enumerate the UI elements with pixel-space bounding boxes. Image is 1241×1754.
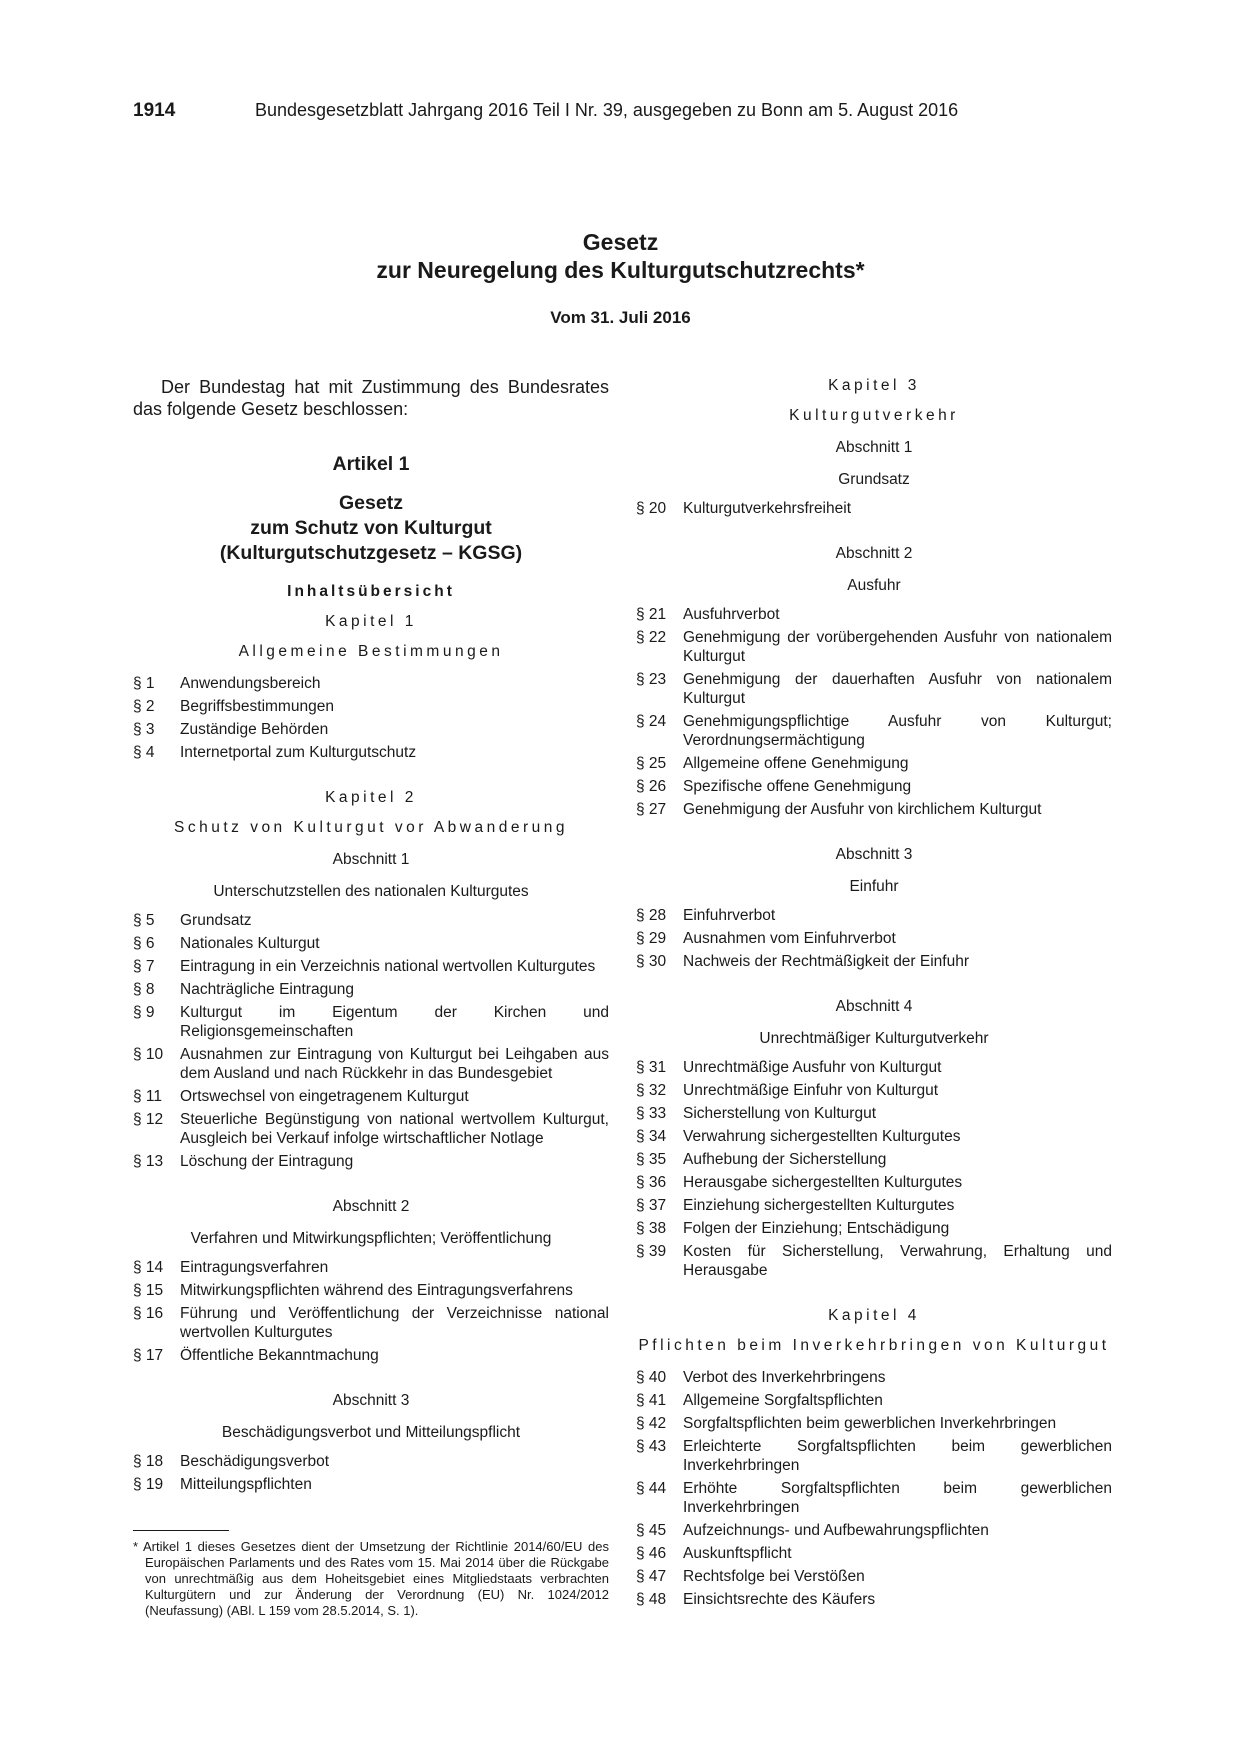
section-title: Herausgabe sichergestellten Kulturgutes xyxy=(683,1174,963,1191)
toc-entry xyxy=(133,1110,609,1148)
section-number: § 9 xyxy=(133,1004,155,1021)
toc-list xyxy=(133,1452,609,1494)
section-number: § 7 xyxy=(133,958,155,975)
footnote-text: * Artikel 1 dieses Gesetzes dient der Umsetzung der Richtlinie 2014/60/EU des Europäischen Parlaments und des Rates vom 15. Mai 2014 über die Rückgabe von unrechtmäßig aus dem Hoheitsgebiet eines Mitgliedstaats verbrachten Kulturgütern und zur Änderung der Verordnung (EU) Nr. 1024/2012 (Neufassung) (ABl. L 159 vom 28.5.2014, S. 1). xyxy=(133,1539,609,1618)
section-title: Mitteilungspflichten xyxy=(180,1476,312,1493)
kgsg-title-line1: Gesetz xyxy=(339,492,403,514)
toc-entry xyxy=(133,980,609,999)
toc-entry xyxy=(636,1242,1112,1280)
section-number: § 32 xyxy=(636,1082,667,1099)
section-title: Genehmigung der Ausfuhr von kirchlichem Kulturgut xyxy=(683,801,1042,818)
toc-entry xyxy=(636,1437,1112,1475)
section-title: Kulturgutverkehrsfreiheit xyxy=(683,500,851,517)
section-heading: Abschnitt 3 xyxy=(835,846,913,863)
section-title: Erleichterte Sorgfaltspflichten beim gewerblichen Inverkehrbringen xyxy=(683,1438,1112,1474)
toc-entry xyxy=(133,697,609,716)
section-number: § 41 xyxy=(636,1392,667,1409)
section-name: Ausfuhr xyxy=(847,577,901,594)
section-title: Ausfuhrverbot xyxy=(683,606,780,623)
section-number: § 13 xyxy=(133,1153,164,1170)
section-title: Unrechtmäßige Einfuhr von Kulturgut xyxy=(683,1082,939,1099)
section-number: § 36 xyxy=(636,1174,667,1191)
section-number: § 3 xyxy=(133,721,155,738)
section-heading: Abschnitt 1 xyxy=(332,851,410,868)
section-number: § 40 xyxy=(636,1369,667,1386)
section-heading: Abschnitt 2 xyxy=(332,1198,410,1215)
toc-entry xyxy=(133,911,609,930)
section-number: § 35 xyxy=(636,1151,667,1168)
section-title: Begriffsbestimmungen xyxy=(180,698,334,715)
chapter-heading: Kapitel 1 xyxy=(325,613,417,630)
toc-entry xyxy=(636,1368,1112,1387)
section-number: § 24 xyxy=(636,713,667,730)
toc-list xyxy=(133,1258,609,1365)
toc-list xyxy=(636,906,1112,971)
section-heading: Abschnitt 3 xyxy=(332,1392,410,1409)
section-title: Allgemeine offene Genehmigung xyxy=(683,755,909,772)
section-title: Löschung der Eintragung xyxy=(180,1153,354,1170)
section-number: § 37 xyxy=(636,1197,667,1214)
toc-entry xyxy=(636,952,1112,971)
toc-entry xyxy=(133,1087,609,1106)
section-number: § 18 xyxy=(133,1453,164,1470)
section-number: § 19 xyxy=(133,1476,164,1493)
toc-entry xyxy=(636,1521,1112,1540)
section-number: § 25 xyxy=(636,755,667,772)
section-number: § 17 xyxy=(133,1347,164,1364)
law-title-line2: zur Neuregelung des Kulturgutschutzrechts* xyxy=(376,257,865,283)
publication-line: Bundesgesetzblatt Jahrgang 2016 Teil I Nr. 39, ausgegeben zu Bonn am 5. August 2016 xyxy=(255,100,959,120)
section-number: § 29 xyxy=(636,930,667,947)
section-name: Unrechtmäßiger Kulturgutverkehr xyxy=(759,1030,989,1047)
section-name: Unterschutzstellen des nationalen Kulturgutes xyxy=(213,883,529,900)
section-name: Einfuhr xyxy=(849,878,899,895)
section-title: Steuerliche Begünstigung von national wertvollem Kulturgut, Ausgleich bei Verkauf infolge wirtschaftlicher Notlage xyxy=(180,1111,609,1147)
toc-entry xyxy=(636,1127,1112,1146)
chapter-name: Pflichten beim Inverkehrbringen von Kulturgut xyxy=(638,1337,1110,1354)
section-number: § 39 xyxy=(636,1243,667,1260)
toc-entry xyxy=(133,1304,609,1342)
toc-entry xyxy=(636,906,1112,925)
section-title: Verbot des Inverkehrbringens xyxy=(683,1369,886,1386)
section-title: Auskunftspflicht xyxy=(683,1545,792,1562)
toc-entry xyxy=(133,1003,609,1041)
toc-entry xyxy=(636,628,1112,666)
toc-list xyxy=(636,499,1112,518)
section-number: § 21 xyxy=(636,606,667,623)
section-number: § 2 xyxy=(133,698,155,715)
section-title: Folgen der Einziehung; Entschädigung xyxy=(683,1220,950,1237)
section-title: Nachträgliche Eintragung xyxy=(180,981,355,998)
toc-entry xyxy=(636,1479,1112,1517)
section-name: Beschädigungsverbot und Mitteilungspflicht xyxy=(221,1424,521,1441)
toc-entry xyxy=(133,720,609,739)
toc-entry xyxy=(133,674,609,693)
section-number: § 44 xyxy=(636,1480,667,1497)
section-number: § 11 xyxy=(133,1088,163,1105)
chapter-heading: Kapitel 2 xyxy=(325,789,417,806)
footnote xyxy=(133,1530,609,1619)
chapter-heading: Kapitel 3 xyxy=(828,377,920,394)
kgsg-title xyxy=(133,491,609,566)
section-heading: Abschnitt 2 xyxy=(835,545,913,562)
footnote-rule xyxy=(133,1530,229,1531)
section-title: Einziehung sichergestellten Kulturgutes xyxy=(683,1197,955,1214)
section-title: Eintragung in ein Verzeichnis national wertvollen Kulturgutes xyxy=(180,958,596,975)
section-name: Grundsatz xyxy=(838,471,910,488)
section-title: Erhöhte Sorgfaltspflichten beim gewerblichen Inverkehrbringen xyxy=(683,1480,1112,1516)
toc-entry xyxy=(133,934,609,953)
section-title: Allgemeine Sorgfaltspflichten xyxy=(683,1392,883,1409)
toc-entry xyxy=(636,1058,1112,1077)
section-name: Verfahren und Mitwirkungspflichten; Veröffentlichung xyxy=(190,1230,552,1247)
toc-entry xyxy=(636,1196,1112,1215)
toc-entry xyxy=(133,1475,609,1494)
section-title: Einsichtsrechte des Käufers xyxy=(683,1591,876,1608)
toc-list xyxy=(636,605,1112,819)
section-number: § 20 xyxy=(636,500,667,517)
intro-paragraph: Der Bundestag hat mit Zustimmung des Bundesrates das folgende Gesetz beschlossen: xyxy=(133,377,609,419)
toc-entry xyxy=(133,1045,609,1083)
section-title: Genehmigungspflichtige Ausfuhr von Kulturgut; Verordnungsermächtigung xyxy=(683,713,1112,749)
section-number: § 31 xyxy=(636,1059,667,1076)
section-title: Grundsatz xyxy=(180,912,252,929)
section-number: § 6 xyxy=(133,935,155,952)
section-title: Zuständige Behörden xyxy=(180,721,329,738)
section-title: Einfuhrverbot xyxy=(683,907,776,924)
section-title: Kosten für Sicherstellung, Verwahrung, Erhaltung und Herausgabe xyxy=(683,1243,1112,1279)
law-title xyxy=(0,228,1241,284)
section-title: Mitwirkungspflichten während des Eintragungsverfahrens xyxy=(180,1282,573,1299)
toc-list xyxy=(636,1368,1112,1609)
section-number: § 34 xyxy=(636,1128,667,1145)
section-title: Öffentliche Bekanntmachung xyxy=(180,1347,379,1364)
section-number: § 1 xyxy=(133,675,155,692)
toc-entry xyxy=(636,1391,1112,1410)
chapter-name: Kulturgutverkehr xyxy=(789,407,959,424)
section-number: § 14 xyxy=(133,1259,164,1276)
section-number: § 5 xyxy=(133,912,155,929)
section-number: § 38 xyxy=(636,1220,667,1237)
toc-heading: Inhaltsübersicht xyxy=(287,583,455,600)
section-title: Sorgfaltspflichten beim gewerblichen Inverkehrbringen xyxy=(683,1415,1057,1432)
section-heading: Abschnitt 1 xyxy=(835,439,913,456)
toc-entry xyxy=(636,499,1112,518)
section-number: § 45 xyxy=(636,1522,667,1539)
article-heading: Artikel 1 xyxy=(332,453,410,475)
section-number: § 47 xyxy=(636,1568,667,1585)
toc-entry xyxy=(636,800,1112,819)
section-title: Nationales Kulturgut xyxy=(180,935,320,952)
chapter-name: Schutz von Kulturgut vor Abwanderung xyxy=(174,819,568,836)
section-number: § 16 xyxy=(133,1305,164,1322)
section-title: Anwendungsbereich xyxy=(180,675,321,692)
section-number: § 46 xyxy=(636,1545,667,1562)
section-number: § 4 xyxy=(133,744,155,761)
section-title: Führung und Veröffentlichung der Verzeichnisse national wertvollen Kulturgutes xyxy=(180,1305,609,1341)
toc-entry xyxy=(636,777,1112,796)
section-title: Nachweis der Rechtmäßigkeit der Einfuhr xyxy=(683,953,970,970)
toc-entry xyxy=(636,605,1112,624)
toc-entry xyxy=(133,1452,609,1471)
page-number: 1914 xyxy=(133,100,176,121)
toc-list xyxy=(133,911,609,1171)
toc-entry xyxy=(636,1104,1112,1123)
toc-entry xyxy=(636,1150,1112,1169)
section-number: § 8 xyxy=(133,981,155,998)
section-title: Eintragungsverfahren xyxy=(180,1259,329,1276)
section-title: Kulturgut im Eigentum der Kirchen und Religionsgemeinschaften xyxy=(180,1004,609,1040)
section-number: § 26 xyxy=(636,778,667,795)
toc-entry xyxy=(133,1346,609,1365)
section-title: Genehmigung der vorübergehenden Ausfuhr von nationalem Kulturgut xyxy=(683,629,1112,665)
right-column xyxy=(636,376,1112,1613)
toc-entry xyxy=(636,929,1112,948)
toc-entry xyxy=(636,670,1112,708)
section-number: § 30 xyxy=(636,953,667,970)
section-title: Verwahrung sichergestellten Kulturgutes xyxy=(683,1128,961,1145)
chapter-heading: Kapitel 4 xyxy=(828,1307,920,1324)
toc-entry xyxy=(636,1219,1112,1238)
section-title: Aufhebung der Sicherstellung xyxy=(683,1151,887,1168)
section-title: Unrechtmäßige Ausfuhr von Kulturgut xyxy=(683,1059,942,1076)
section-number: § 15 xyxy=(133,1282,164,1299)
toc-entry xyxy=(133,1258,609,1277)
toc-entry xyxy=(636,1590,1112,1609)
section-title: Internetportal zum Kulturgutschutz xyxy=(180,744,417,761)
kgsg-title-line3: (Kulturgutschutzgesetz – KGSG) xyxy=(219,542,523,564)
section-title: Spezifische offene Genehmigung xyxy=(683,778,912,795)
section-title: Aufzeichnungs- und Aufbewahrungspflichten xyxy=(683,1522,989,1539)
section-number: § 12 xyxy=(133,1111,164,1128)
toc-entry xyxy=(636,1414,1112,1433)
toc-list xyxy=(133,674,609,762)
section-title: Genehmigung der dauerhaften Ausfuhr von nationalem Kulturgut xyxy=(683,671,1112,707)
toc-entry xyxy=(636,754,1112,773)
law-date: Vom 31. Juli 2016 xyxy=(550,308,691,327)
section-title: Ausnahmen zur Eintragung von Kulturgut bei Leihgaben aus dem Ausland und nach Rückkehr in das Bundesgebiet xyxy=(180,1046,609,1082)
kgsg-title-line2: zum Schutz von Kulturgut xyxy=(250,517,492,539)
toc-entry xyxy=(636,1173,1112,1192)
section-number: § 42 xyxy=(636,1415,667,1432)
toc-entry xyxy=(636,1567,1112,1586)
left-column xyxy=(133,376,609,1498)
toc-entry xyxy=(636,1081,1112,1100)
section-title: Rechtsfolge bei Verstößen xyxy=(683,1568,865,1585)
toc-entry xyxy=(133,957,609,976)
law-title-line1: Gesetz xyxy=(582,229,659,255)
section-number: § 28 xyxy=(636,907,667,924)
section-number: § 23 xyxy=(636,671,667,688)
toc-entry xyxy=(133,1152,609,1171)
section-number: § 48 xyxy=(636,1591,667,1608)
toc-entry xyxy=(636,712,1112,750)
section-number: § 22 xyxy=(636,629,667,646)
section-number: § 10 xyxy=(133,1046,164,1063)
toc-entry xyxy=(636,1544,1112,1563)
section-title: Ortswechsel von eingetragenem Kulturgut xyxy=(180,1088,469,1105)
section-title: Ausnahmen vom Einfuhrverbot xyxy=(683,930,896,947)
section-number: § 27 xyxy=(636,801,667,818)
section-number: § 33 xyxy=(636,1105,667,1122)
section-title: Beschädigungsverbot xyxy=(180,1453,330,1470)
toc-entry xyxy=(133,1281,609,1300)
chapter-name: Allgemeine Bestimmungen xyxy=(238,643,504,660)
section-heading: Abschnitt 4 xyxy=(835,998,913,1015)
toc-list xyxy=(636,1058,1112,1280)
toc-entry xyxy=(133,743,609,762)
section-number: § 43 xyxy=(636,1438,667,1455)
section-title: Sicherstellung von Kulturgut xyxy=(683,1105,877,1122)
